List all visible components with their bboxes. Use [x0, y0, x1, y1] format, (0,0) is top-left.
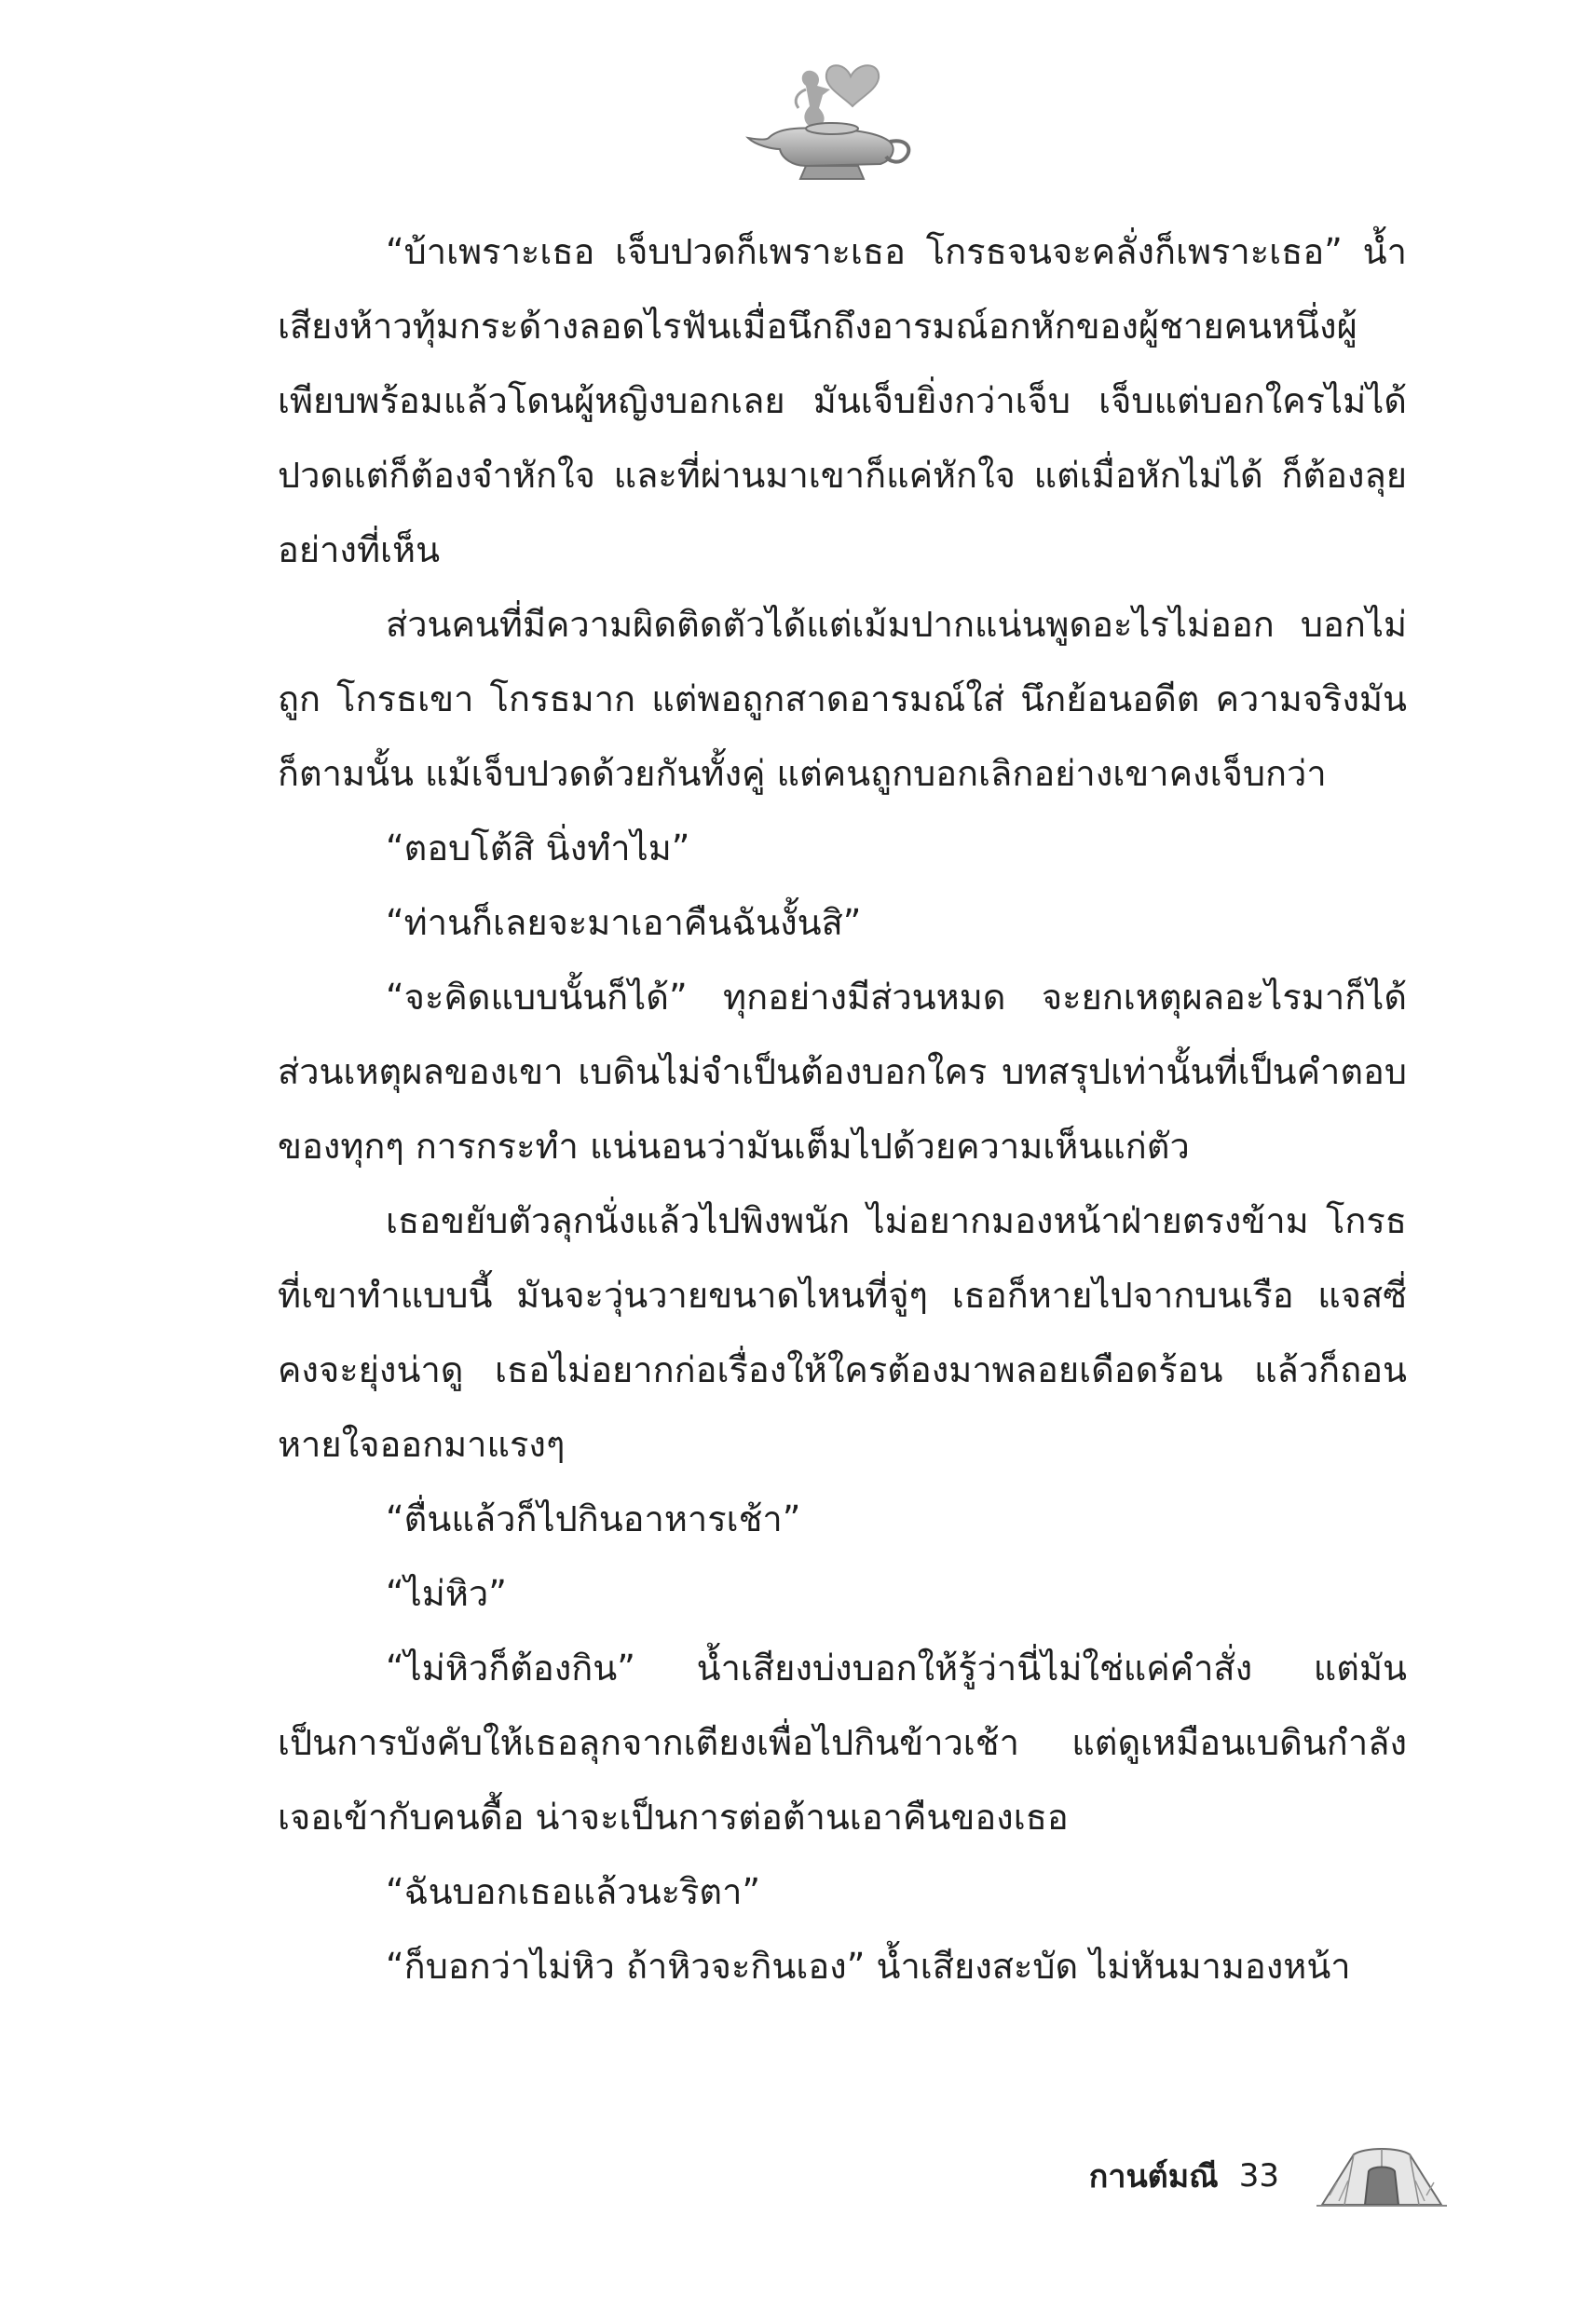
dialogue-line: “ตอบโต้สิ นิ่งทำไม” [386, 827, 690, 868]
paragraph: “จะคิดแบบนั้นก็ได้” ทุกอย่างมีส่วนหมด จะยกเหตุผลอะไรมาก็ได้ ส่วนเหตุผลของเขา เบดินไม่จำเป็นต้องบอกใคร บทสรุปเท่านั้นที่เป็นคำตอบของทุกๆ การกระทำ แน่นอนว่ามันเต็มไปด้วยความเห็นแก่ตัว [278, 977, 1407, 1167]
dialogue-line: “ไม่หิว” [386, 1573, 507, 1614]
story-body [278, 214, 1407, 2003]
dialogue-line: “ตื่นแล้วก็ไปกินอาหารเช้า” [386, 1498, 801, 1539]
paragraph: “ก็บอกว่าไม่หิว ถ้าหิวจะกินเอง” น้ำเสียงสะบัด ไม่หันมามองหน้า [386, 1946, 1351, 1987]
tent-icon [1316, 2143, 1447, 2208]
paragraph: เธอขยับตัวลุกนั่งแล้วไปพิงพนัก ไม่อยากมองหน้าฝ่ายตรงข้าม โกรธที่เขาทำแบบนี้ มันจะวุ่นวายขนาดไหนที่จู่ๆ เธอก็หายไปจากบนเรือ แจสซี่คงจะยุ่งน่าดู เธอไม่อยากก่อเรื่องให้ใครต้องมาพลอยเดือดร้อน แล้วก็ถอนหายใจออกมาแรงๆ [278, 1200, 1407, 1465]
dialogue-line: “ฉันบอกเธอแล้วนะริตา” [386, 1871, 761, 1912]
book-title: กานต์มณี [1088, 2158, 1219, 2195]
paragraph: ส่วนคนที่มีความผิดติดตัวได้แต่เม้มปากแน่นพูดอะไรไม่ออก บอกไม่ถูก โกรธเขา โกรธมาก แต่พอถูกสาดอารมณ์ใส่ นึกย้อนอดีต ความจริงมันก็ตามนั้น แม้เจ็บปวดด้วยกันทั้งคู่ แต่คนถูกบอกเลิกอย่างเขาคงเจ็บกว่า [278, 604, 1407, 794]
dialogue-line: “ท่านก็เลยจะมาเอาคืนฉันงั้นสิ” [386, 902, 862, 943]
paragraph: “บ้าเพราะเธอ เจ็บปวดก็เพราะเธอ โกรธจนจะคลั่งก็เพราะเธอ” น้ำเสียงห้าวทุ้มกระด้างลอดไรฟันเมื่อนึกถึงอารมณ์อกหักของผู้ชายคนหนึ่งผู้เพียบพร้อมแล้วโดนผู้หญิงบอกเลย มันเจ็บยิ่งกว่าเจ็บ เจ็บแต่บอกใครไม่ได้ ปวดแต่ก็ต้องจำหักใจ และที่ผ่านมาเขาก็แค่หักใจ แต่เมื่อหักไม่ได้ ก็ต้องลุยอย่างที่เห็น [278, 231, 1407, 570]
paragraph: “ไม่หิวก็ต้องกิน” น้ำเสียงบ่งบอกให้รู้ว่านี่ไม่ใช่แค่คำสั่ง แต่มันเป็นการบังคับให้เธอลุกจากเตียงเพื่อไปกินข้าวเช้า แต่ดูเหมือนเบดินกำลังเจอเข้ากับคนดื้อ น่าจะเป็นการต่อต้านเอาคืนของเธอ [278, 1648, 1407, 1838]
genie-lamp-heart-icon [741, 48, 922, 188]
page-footer [1089, 2143, 1447, 2208]
page-number: 33 [1238, 2157, 1279, 2195]
